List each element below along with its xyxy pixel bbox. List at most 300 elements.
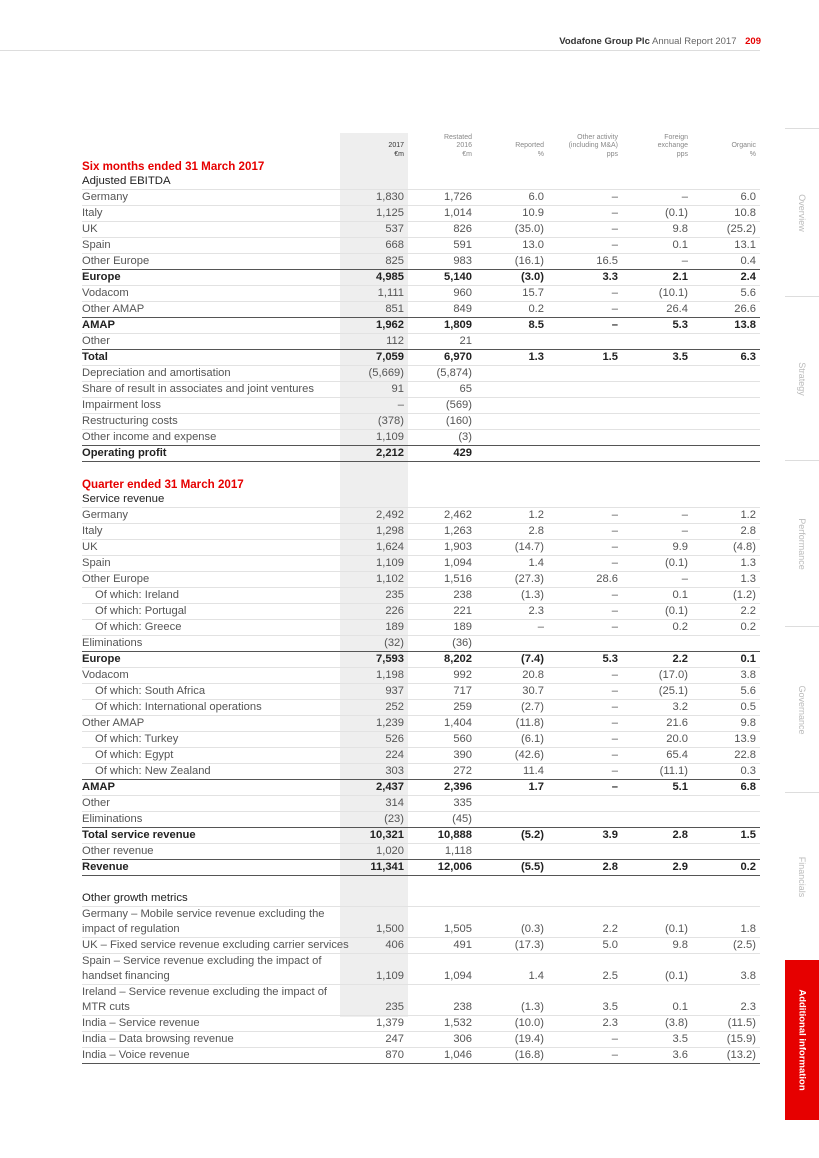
value-cell: 6.0	[692, 190, 760, 206]
table-row	[82, 430, 760, 446]
value-cell: –	[622, 572, 692, 588]
table-row	[82, 334, 760, 350]
value-cell: 247	[340, 1032, 408, 1048]
row-label: Eliminations	[82, 636, 340, 652]
table-row	[82, 382, 760, 398]
value-cell: 0.1	[692, 652, 760, 668]
value-cell: 2,212	[340, 446, 408, 462]
value-cell: 825	[340, 254, 408, 270]
spacer-cell	[82, 462, 760, 478]
table-row	[82, 222, 760, 238]
row-label: Spain – Service revenue excluding the impact of handset financing	[82, 954, 340, 985]
value-cell: (11.1)	[622, 764, 692, 780]
value-cell: –	[548, 700, 622, 716]
value-cell: (36)	[408, 636, 476, 652]
row-label: Other AMAP	[82, 716, 340, 732]
value-cell: (3.8)	[622, 1016, 692, 1032]
value-cell: 983	[408, 254, 476, 270]
value-cell: 937	[340, 684, 408, 700]
value-cell	[476, 430, 548, 446]
value-cell: –	[548, 540, 622, 556]
value-cell	[548, 430, 622, 446]
column-header-row	[82, 129, 760, 159]
column-header-line	[340, 134, 404, 143]
row-label: Spain	[82, 556, 340, 572]
value-cell: –	[548, 206, 622, 222]
row-label: India – Data browsing revenue	[82, 1032, 340, 1048]
value-cell: –	[548, 302, 622, 318]
row-label: Vodacom	[82, 668, 340, 684]
value-cell: 1,109	[340, 430, 408, 446]
value-cell: 3.8	[692, 668, 760, 684]
value-cell: (0.1)	[622, 604, 692, 620]
value-cell: 1,046	[408, 1048, 476, 1064]
value-cell	[692, 796, 760, 812]
column-header-line: 2017	[388, 142, 404, 149]
column-header-line: €m	[462, 150, 472, 158]
section-title: Six months ended 31 March 2017	[82, 160, 265, 173]
value-cell	[692, 414, 760, 430]
row-label: Eliminations	[82, 812, 340, 828]
value-cell: 7,593	[340, 652, 408, 668]
row-label: Of which: Turkey	[82, 732, 340, 748]
table-row	[82, 398, 760, 414]
value-cell: 21	[408, 334, 476, 350]
side-tab-overview[interactable]	[785, 128, 819, 296]
table-row	[82, 1032, 760, 1048]
value-cell: 20.0	[622, 732, 692, 748]
table-row	[82, 572, 760, 588]
column-header-line: %	[749, 150, 756, 158]
value-cell: 2.8	[476, 524, 548, 540]
value-cell: 16.5	[548, 254, 622, 270]
value-cell: 8.5	[476, 318, 548, 334]
value-cell: 4,985	[340, 270, 408, 286]
section-subtitle-row	[82, 492, 760, 508]
column-header-line	[692, 134, 756, 143]
row-label: Of which: Greece	[82, 620, 340, 636]
value-cell: 1,505	[408, 907, 476, 938]
side-tab-label: Strategy	[797, 361, 807, 396]
value-cell: –	[476, 620, 548, 636]
section-subtitle: Service revenue	[82, 493, 165, 505]
section-title-row	[82, 477, 760, 492]
value-cell	[622, 844, 692, 860]
value-cell: –	[548, 238, 622, 254]
value-cell: 6,970	[408, 350, 476, 366]
total-row	[82, 270, 760, 286]
value-cell: (1.3)	[476, 588, 548, 604]
value-cell: 221	[408, 604, 476, 620]
value-cell: 2.5	[548, 954, 622, 985]
value-cell: 65.4	[622, 748, 692, 764]
value-cell: (3.0)	[476, 270, 548, 286]
table-row	[82, 985, 760, 1016]
value-cell: 1,263	[408, 524, 476, 540]
value-cell: 6.3	[692, 350, 760, 366]
value-cell: (7.4)	[476, 652, 548, 668]
value-cell: –	[548, 764, 622, 780]
side-tab-label: Overview	[797, 193, 807, 232]
value-cell: 0.1	[622, 588, 692, 604]
row-label: Of which: Ireland	[82, 588, 340, 604]
value-cell: 9.8	[622, 938, 692, 954]
table-row	[82, 1016, 760, 1032]
value-cell: –	[548, 588, 622, 604]
row-label: Other income and expense	[82, 430, 340, 446]
value-cell: 10,888	[408, 828, 476, 844]
value-cell: (16.1)	[476, 254, 548, 270]
value-cell: 1,962	[340, 318, 408, 334]
total-row	[82, 446, 760, 462]
value-cell: –	[548, 1032, 622, 1048]
value-cell: 1,102	[340, 572, 408, 588]
value-cell: 1.7	[476, 780, 548, 796]
value-cell: (11.8)	[476, 716, 548, 732]
value-cell: –	[548, 508, 622, 524]
section-subtitle: Other growth metrics	[82, 892, 188, 904]
value-cell: 3.5	[548, 985, 622, 1016]
value-cell: 3.2	[622, 700, 692, 716]
total-row	[82, 780, 760, 796]
value-cell	[692, 430, 760, 446]
value-cell: 306	[408, 1032, 476, 1048]
column-header	[622, 129, 692, 159]
value-cell: (16.8)	[476, 1048, 548, 1064]
value-cell: 30.7	[476, 684, 548, 700]
value-cell: (5,669)	[340, 366, 408, 382]
value-cell: 2,492	[340, 508, 408, 524]
page-number: 209	[745, 36, 761, 47]
table-row	[82, 748, 760, 764]
value-cell: 3.9	[548, 828, 622, 844]
value-cell	[692, 366, 760, 382]
value-cell	[476, 414, 548, 430]
row-label: Restructuring costs	[82, 414, 340, 430]
value-cell: (3)	[408, 430, 476, 446]
table-row	[82, 938, 760, 954]
value-cell: (25.2)	[692, 222, 760, 238]
table-row	[82, 907, 760, 938]
value-cell: 1,239	[340, 716, 408, 732]
value-cell: 668	[340, 238, 408, 254]
value-cell	[548, 334, 622, 350]
row-label: Spain	[82, 238, 340, 254]
value-cell: 26.4	[622, 302, 692, 318]
row-label: Germany – Mobile service revenue excluding the impact of regulation	[82, 907, 340, 938]
value-cell: 1,624	[340, 540, 408, 556]
section-subtitle-row	[82, 891, 760, 907]
value-cell: (25.1)	[622, 684, 692, 700]
side-tab-financials[interactable]	[785, 792, 819, 960]
table-row	[82, 366, 760, 382]
row-label: Share of result in associates and joint ventures	[82, 382, 340, 398]
value-cell: 11.4	[476, 764, 548, 780]
row-label: Other Europe	[82, 572, 340, 588]
table-row	[82, 286, 760, 302]
value-cell: 2.3	[548, 1016, 622, 1032]
side-tab-additional-information[interactable]	[785, 960, 819, 1120]
side-tab-strategy[interactable]	[785, 296, 819, 460]
value-cell	[622, 636, 692, 652]
value-cell: 0.1	[622, 985, 692, 1016]
value-cell: –	[548, 318, 622, 334]
value-cell: 2,462	[408, 508, 476, 524]
value-cell: 1,109	[340, 954, 408, 985]
value-cell: (15.9)	[692, 1032, 760, 1048]
value-cell: 2.8	[548, 860, 622, 876]
value-cell: –	[548, 556, 622, 572]
value-cell: 1,014	[408, 206, 476, 222]
value-cell: 1,109	[340, 556, 408, 572]
value-cell	[622, 398, 692, 414]
value-cell: 1,532	[408, 1016, 476, 1032]
value-cell: 3.3	[548, 270, 622, 286]
value-cell: –	[622, 190, 692, 206]
value-cell: 238	[408, 985, 476, 1016]
value-cell: 189	[340, 620, 408, 636]
value-cell: 21.6	[622, 716, 692, 732]
table-row	[82, 556, 760, 572]
value-cell: 2,396	[408, 780, 476, 796]
value-cell: –	[548, 668, 622, 684]
value-cell	[622, 414, 692, 430]
value-cell: 9.9	[622, 540, 692, 556]
value-cell: 3.5	[622, 350, 692, 366]
value-cell: 2.1	[622, 270, 692, 286]
value-cell: (17.0)	[622, 668, 692, 684]
value-cell: 235	[340, 985, 408, 1016]
value-cell: (0.1)	[622, 907, 692, 938]
value-cell: –	[548, 1048, 622, 1064]
value-cell: (10.1)	[622, 286, 692, 302]
value-cell: (23)	[340, 812, 408, 828]
row-label: Impairment loss	[82, 398, 340, 414]
value-cell: 1,516	[408, 572, 476, 588]
value-cell: 1.5	[548, 350, 622, 366]
value-cell: (11.5)	[692, 1016, 760, 1032]
table-row	[82, 414, 760, 430]
value-cell: 7,059	[340, 350, 408, 366]
row-label: Other Europe	[82, 254, 340, 270]
value-cell: (569)	[408, 398, 476, 414]
value-cell: 26.6	[692, 302, 760, 318]
value-cell: 1.2	[692, 508, 760, 524]
report-title: Annual Report 2017	[651, 36, 737, 47]
row-label: UK – Fixed service revenue excluding carrier services	[82, 938, 340, 954]
page-header	[559, 36, 761, 47]
value-cell: (5.2)	[476, 828, 548, 844]
value-cell: 91	[340, 382, 408, 398]
row-label: India – Voice revenue	[82, 1048, 340, 1064]
column-header-line: Reported	[515, 142, 544, 149]
value-cell: 5.6	[692, 684, 760, 700]
column-header-line: Foreign	[664, 133, 688, 141]
row-label: Europe	[82, 270, 340, 286]
value-cell: (2.5)	[692, 938, 760, 954]
value-cell: 1,118	[408, 844, 476, 860]
table-row	[82, 238, 760, 254]
value-cell: 491	[408, 938, 476, 954]
value-cell: 560	[408, 732, 476, 748]
value-cell: –	[548, 620, 622, 636]
value-cell: –	[548, 524, 622, 540]
value-cell	[476, 796, 548, 812]
value-cell: 13.9	[692, 732, 760, 748]
value-cell: 224	[340, 748, 408, 764]
table-row	[82, 604, 760, 620]
column-header	[340, 129, 408, 159]
row-label: Of which: New Zealand	[82, 764, 340, 780]
table-row	[82, 732, 760, 748]
value-cell: 22.8	[692, 748, 760, 764]
column-header	[692, 129, 760, 159]
value-cell: 5,140	[408, 270, 476, 286]
table-row	[82, 620, 760, 636]
value-cell: 12,006	[408, 860, 476, 876]
value-cell: 537	[340, 222, 408, 238]
value-cell: –	[622, 524, 692, 540]
value-cell: 0.2	[476, 302, 548, 318]
value-cell: (35.0)	[476, 222, 548, 238]
value-cell: 591	[408, 238, 476, 254]
value-cell: 5.6	[692, 286, 760, 302]
value-cell: 8,202	[408, 652, 476, 668]
total-row	[82, 828, 760, 844]
column-header	[408, 129, 476, 159]
value-cell: 1.4	[476, 556, 548, 572]
row-label: Other revenue	[82, 844, 340, 860]
value-cell	[548, 446, 622, 462]
row-label: Of which: South Africa	[82, 684, 340, 700]
row-label: Depreciation and amortisation	[82, 366, 340, 382]
value-cell: 0.2	[692, 620, 760, 636]
section-navigation	[785, 128, 819, 1120]
value-cell: 1.5	[692, 828, 760, 844]
value-cell: 235	[340, 588, 408, 604]
side-tab-label: Financials	[797, 856, 807, 897]
row-label: UK	[82, 540, 340, 556]
value-cell: (14.7)	[476, 540, 548, 556]
total-row	[82, 860, 760, 876]
value-cell: 15.7	[476, 286, 548, 302]
total-row	[82, 318, 760, 334]
row-label: Other AMAP	[82, 302, 340, 318]
column-header-line: Other activity	[577, 133, 618, 141]
value-cell: 1,094	[408, 556, 476, 572]
value-cell: 1,809	[408, 318, 476, 334]
value-cell: 717	[408, 684, 476, 700]
value-cell: 2.9	[622, 860, 692, 876]
value-cell: 3.6	[622, 1048, 692, 1064]
section-title-row	[82, 159, 760, 174]
column-header-line: 2016	[456, 142, 472, 149]
value-cell: –	[548, 732, 622, 748]
value-cell	[476, 382, 548, 398]
value-cell	[622, 382, 692, 398]
value-cell: 1,903	[408, 540, 476, 556]
value-cell: 851	[340, 302, 408, 318]
value-cell: 1.2	[476, 508, 548, 524]
table-row	[82, 700, 760, 716]
column-header	[476, 129, 548, 159]
value-cell: 390	[408, 748, 476, 764]
value-cell: 28.6	[548, 572, 622, 588]
column-header-line: pps	[676, 150, 688, 158]
value-cell: (32)	[340, 636, 408, 652]
side-tab-performance[interactable]	[785, 460, 819, 626]
row-label: Other	[82, 334, 340, 350]
section-subtitle-row	[82, 174, 760, 190]
spacer-row	[82, 876, 760, 892]
value-cell: 2.2	[692, 604, 760, 620]
value-cell: 3.5	[622, 1032, 692, 1048]
row-label: AMAP	[82, 318, 340, 334]
value-cell: –	[622, 508, 692, 524]
value-cell	[548, 812, 622, 828]
table-row	[82, 540, 760, 556]
value-cell: –	[548, 222, 622, 238]
value-cell: 826	[408, 222, 476, 238]
value-cell: 1,379	[340, 1016, 408, 1032]
value-cell	[548, 844, 622, 860]
value-cell: 2.3	[692, 985, 760, 1016]
value-cell: (19.4)	[476, 1032, 548, 1048]
value-cell: (6.1)	[476, 732, 548, 748]
value-cell: 526	[340, 732, 408, 748]
value-cell: (45)	[408, 812, 476, 828]
value-cell: 11,341	[340, 860, 408, 876]
value-cell: (0.1)	[622, 954, 692, 985]
value-cell	[476, 636, 548, 652]
row-label: India – Service revenue	[82, 1016, 340, 1032]
table-row	[82, 954, 760, 985]
value-cell: 335	[408, 796, 476, 812]
value-cell: –	[548, 604, 622, 620]
column-header	[548, 129, 622, 159]
value-cell: 5.3	[622, 318, 692, 334]
value-cell	[476, 812, 548, 828]
value-cell	[692, 446, 760, 462]
value-cell: 1,830	[340, 190, 408, 206]
value-cell: 20.8	[476, 668, 548, 684]
table-row	[82, 254, 760, 270]
value-cell	[548, 398, 622, 414]
value-cell: 238	[408, 588, 476, 604]
value-cell: 1.3	[692, 556, 760, 572]
side-tab-label: Governance	[797, 684, 807, 735]
value-cell: 2.2	[622, 652, 692, 668]
value-cell: 5.1	[622, 780, 692, 796]
side-tab-governance[interactable]	[785, 626, 819, 792]
table-row	[82, 716, 760, 732]
row-label: Germany	[82, 190, 340, 206]
row-label: Revenue	[82, 860, 340, 876]
value-cell: –	[548, 748, 622, 764]
value-cell: 303	[340, 764, 408, 780]
value-cell: 0.2	[692, 860, 760, 876]
value-cell: 960	[408, 286, 476, 302]
table-row	[82, 524, 760, 540]
value-cell: (2.7)	[476, 700, 548, 716]
value-cell	[692, 382, 760, 398]
value-cell	[622, 812, 692, 828]
table-row	[82, 684, 760, 700]
row-label: Total service revenue	[82, 828, 340, 844]
value-cell: 1,198	[340, 668, 408, 684]
value-cell: –	[340, 398, 408, 414]
column-header-line: €m	[394, 150, 404, 158]
